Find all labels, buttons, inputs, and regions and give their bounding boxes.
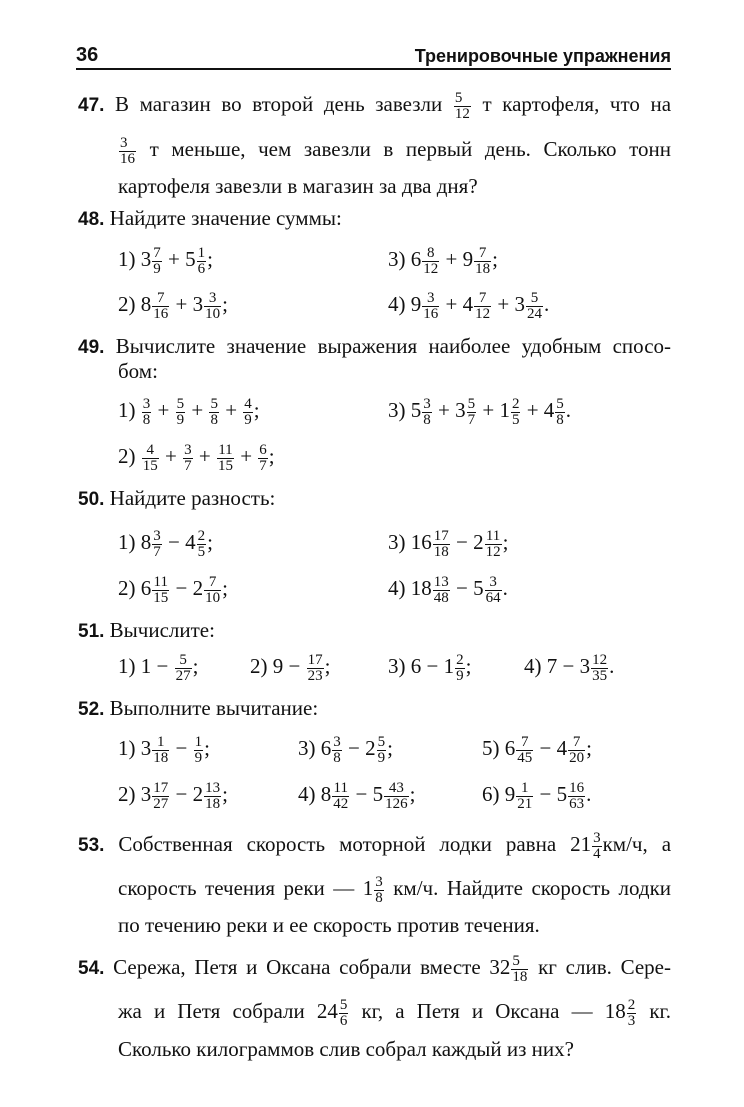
fraction bbox=[591, 653, 608, 684]
denominator: 16 bbox=[423, 305, 439, 322]
denominator: 48 bbox=[433, 589, 449, 606]
fraction bbox=[377, 735, 387, 766]
punctuation: ; bbox=[207, 530, 213, 554]
operator: + bbox=[440, 292, 463, 316]
numerator: 11 bbox=[218, 441, 233, 458]
problem-53-line-1: 53. Собственная скорость моторной лодки равна 21 $\frac{3}{4}$ км/ч, а bbox=[78, 829, 672, 862]
item-label: 1) bbox=[118, 398, 141, 422]
item-label: 5) bbox=[482, 736, 505, 760]
numerator: 2 bbox=[197, 527, 206, 544]
fraction bbox=[197, 529, 207, 560]
numerator: 7 bbox=[153, 244, 161, 261]
operator: + bbox=[170, 292, 193, 316]
item-label: 4) bbox=[388, 576, 411, 600]
problem-54-line-3: Сколько килограммов слив собрал каждый из них? bbox=[118, 1037, 574, 1061]
item-label: 1) bbox=[118, 654, 141, 678]
operator: − bbox=[450, 530, 474, 554]
whole-part: 5 bbox=[185, 247, 196, 271]
denominator: 8 bbox=[556, 411, 564, 428]
operator: − bbox=[151, 654, 174, 678]
whole-part: 4 bbox=[543, 398, 555, 422]
numerator: 5 bbox=[467, 395, 476, 412]
whole-part: 2 bbox=[192, 576, 204, 600]
fraction bbox=[485, 529, 502, 560]
whole-part: 4 bbox=[556, 736, 568, 760]
numerator: 6 bbox=[259, 441, 267, 458]
numerator: 7 bbox=[152, 291, 169, 307]
expression-48-2 bbox=[118, 290, 228, 322]
fraction bbox=[183, 443, 193, 474]
punctuation: ; bbox=[222, 782, 228, 806]
whole-part: 1 bbox=[443, 654, 455, 678]
fraction: $\frac{5}{18}$ bbox=[512, 952, 528, 985]
fraction bbox=[142, 397, 152, 428]
problem-47-line-3: картофеля завезли в магазин за два дня? bbox=[118, 174, 478, 198]
whole-part: 5 bbox=[473, 576, 484, 600]
operator: + bbox=[234, 444, 258, 468]
operator: − bbox=[170, 782, 193, 806]
item-label: 4) bbox=[388, 292, 411, 316]
whole-part: 9 bbox=[504, 782, 516, 806]
expression-50-4 bbox=[388, 574, 508, 606]
numerator: 4 bbox=[142, 443, 159, 459]
numerator: 8 bbox=[422, 246, 439, 262]
operator: + bbox=[159, 444, 183, 468]
numerator: 3 bbox=[204, 291, 221, 307]
whole-part: 8 bbox=[140, 530, 152, 554]
numerator: 16 bbox=[569, 779, 585, 796]
whole-part: 16 bbox=[410, 530, 432, 554]
operator: + bbox=[521, 398, 544, 422]
expression-52-5 bbox=[482, 734, 592, 766]
denominator: 12 bbox=[485, 543, 501, 560]
numerator: 1 bbox=[152, 735, 169, 751]
fraction bbox=[152, 529, 162, 560]
numerator: 3 bbox=[485, 575, 502, 591]
fraction bbox=[152, 735, 169, 766]
numerator: 11 bbox=[333, 779, 348, 796]
problem-48-title: 48. Найдите значение суммы: bbox=[78, 206, 342, 230]
numerator: 11 bbox=[153, 573, 168, 590]
denominator: 16 bbox=[153, 305, 169, 322]
fraction bbox=[433, 575, 450, 606]
fraction bbox=[485, 575, 502, 606]
fraction bbox=[307, 653, 324, 684]
expression-52-1 bbox=[118, 734, 210, 766]
problem-49-line-1: 49. Вычислите значение выражения наиболее удобным спосо- bbox=[78, 334, 672, 358]
number: 9 bbox=[272, 654, 284, 678]
page-number: 36 bbox=[76, 44, 99, 66]
punctuation: ; bbox=[502, 530, 509, 554]
operator: − bbox=[450, 576, 474, 600]
expression-50-2 bbox=[118, 574, 228, 606]
fraction bbox=[204, 291, 221, 322]
fraction: $\frac{3}{4}$ bbox=[593, 829, 601, 862]
fraction bbox=[258, 443, 268, 474]
whole-part: 5 bbox=[556, 782, 568, 806]
denominator: 9 bbox=[377, 749, 386, 766]
expression-49-3 bbox=[388, 396, 571, 428]
whole-part: 6 bbox=[410, 247, 422, 271]
numerator: 5 bbox=[175, 653, 192, 669]
numerator: 7 bbox=[516, 735, 533, 751]
running-title: Тренировочные упражнения bbox=[414, 46, 671, 66]
numerator: 43 bbox=[384, 781, 409, 797]
item-label: 1) bbox=[118, 736, 141, 760]
fraction bbox=[422, 246, 439, 277]
item-label: 2) bbox=[118, 576, 141, 600]
denominator: 18 bbox=[475, 260, 491, 277]
punctuation: ; bbox=[324, 654, 331, 678]
denominator: 45 bbox=[517, 749, 533, 766]
expression-48-4 bbox=[388, 290, 549, 322]
fraction bbox=[243, 397, 253, 428]
operator: − bbox=[350, 782, 373, 806]
fraction: $\frac{2}{3}$ bbox=[627, 996, 636, 1029]
numerator: 4 bbox=[244, 395, 252, 412]
whole-part: 3 bbox=[140, 782, 152, 806]
expression-49-1 bbox=[118, 396, 260, 428]
denominator: 15 bbox=[142, 457, 158, 474]
whole-part: 6 bbox=[320, 736, 332, 760]
denominator: 63 bbox=[569, 795, 585, 812]
operator: + bbox=[162, 247, 186, 271]
expression-51-3 bbox=[388, 652, 471, 684]
denominator: 18 bbox=[433, 543, 449, 560]
numerator: 3 bbox=[423, 395, 431, 412]
number: 7 bbox=[546, 654, 558, 678]
punctuation: . bbox=[502, 576, 508, 600]
fraction bbox=[455, 653, 465, 684]
whole-part: 3 bbox=[455, 398, 466, 422]
whole-part: 4 bbox=[185, 530, 196, 554]
numerator: 7 bbox=[204, 575, 221, 591]
numerator: 11 bbox=[485, 527, 501, 544]
denominator: 10 bbox=[205, 305, 221, 322]
numerator: 3 bbox=[142, 395, 151, 412]
denominator: 9 bbox=[194, 749, 203, 766]
whole-part: 1 bbox=[499, 398, 510, 422]
whole-part: 3 bbox=[579, 654, 591, 678]
expression-51-2 bbox=[250, 652, 330, 684]
whole-part: 3 bbox=[140, 736, 152, 760]
punctuation: ; bbox=[268, 444, 275, 468]
operator: − bbox=[170, 736, 193, 760]
operator: − bbox=[534, 782, 557, 806]
fraction bbox=[384, 781, 409, 812]
fraction: $\frac{3}{16}$ bbox=[120, 134, 135, 167]
punctuation: . bbox=[543, 292, 550, 316]
punctuation: ; bbox=[207, 247, 213, 271]
numerator: 7 bbox=[568, 735, 585, 751]
whole-part: 2 bbox=[192, 782, 204, 806]
operator: + bbox=[186, 398, 209, 422]
whole-part: 5 bbox=[410, 398, 422, 422]
punctuation: . bbox=[609, 654, 615, 678]
operator: − bbox=[170, 576, 193, 600]
denominator: 42 bbox=[333, 795, 349, 812]
numerator: 3 bbox=[333, 733, 341, 750]
denominator: 7 bbox=[259, 457, 267, 474]
denominator: 9 bbox=[153, 260, 161, 277]
fraction bbox=[152, 291, 169, 322]
whole-part: 3 bbox=[192, 292, 204, 316]
expression-48-1 bbox=[118, 245, 213, 277]
fraction bbox=[516, 781, 533, 812]
item-label: 3) bbox=[388, 247, 411, 271]
denominator: 8 bbox=[210, 411, 218, 428]
denominator: 24 bbox=[526, 305, 542, 322]
denominator: 27 bbox=[175, 667, 191, 684]
whole-part: 2 bbox=[365, 736, 376, 760]
whole-part: 6 bbox=[140, 576, 152, 600]
item-label: 4) bbox=[298, 782, 321, 806]
punctuation: ; bbox=[253, 398, 260, 422]
denominator: 9 bbox=[176, 411, 185, 428]
punctuation: ; bbox=[222, 292, 228, 316]
denominator: 7 bbox=[184, 457, 192, 474]
item-label: 3) bbox=[388, 398, 411, 422]
numerator: 3 bbox=[153, 527, 161, 544]
operator: − bbox=[162, 530, 186, 554]
fraction bbox=[209, 397, 219, 428]
whole-part: 9 bbox=[410, 292, 422, 316]
operator: + bbox=[492, 292, 515, 316]
denominator: 7 bbox=[467, 411, 476, 428]
numerator: 5 bbox=[176, 395, 185, 412]
numerator: 5 bbox=[556, 395, 564, 412]
whole-part: 5 bbox=[372, 782, 384, 806]
whole-part: 6 bbox=[504, 736, 516, 760]
fraction bbox=[332, 735, 342, 766]
punctuation: ; bbox=[409, 782, 416, 806]
punctuation: ; bbox=[222, 576, 228, 600]
numerator: 2 bbox=[511, 395, 520, 412]
fraction: $\frac{3}{8}$ bbox=[375, 873, 383, 906]
numerator: 1 bbox=[194, 733, 203, 750]
expression-49-2 bbox=[118, 442, 275, 474]
denominator: 18 bbox=[153, 749, 169, 766]
whole-part: 18 bbox=[410, 576, 432, 600]
operator: − bbox=[557, 654, 580, 678]
problem-49-line-2: бом: bbox=[118, 359, 158, 383]
denominator: 18 bbox=[205, 795, 221, 812]
operator: + bbox=[219, 398, 243, 422]
punctuation: ; bbox=[192, 654, 199, 678]
expression-51-1 bbox=[118, 652, 198, 684]
operator: + bbox=[193, 444, 216, 468]
whole-part: 4 bbox=[462, 292, 474, 316]
fraction bbox=[217, 443, 234, 474]
numerator: 17 bbox=[433, 527, 449, 544]
operator: + bbox=[152, 398, 175, 422]
expression-48-3 bbox=[388, 245, 498, 277]
fraction bbox=[175, 653, 192, 684]
problem-47-line-2: $\frac{3}{16}$ т меньше, чем завезли в первый день. Сколько тонн bbox=[120, 134, 672, 167]
denominator: 5 bbox=[197, 543, 206, 560]
operator: − bbox=[342, 736, 366, 760]
expression-50-1 bbox=[118, 528, 213, 560]
expression-52-6 bbox=[482, 780, 591, 812]
numerator: 7 bbox=[474, 246, 491, 262]
fraction bbox=[516, 735, 533, 766]
fraction bbox=[152, 781, 169, 812]
numerator: 3 bbox=[184, 441, 192, 458]
item-label: 3) bbox=[388, 530, 411, 554]
problem-54-line-1: 54. Сережа, Петя и Оксана собрали вместе 32 $\frac{5}{18}$ кг слив. Сере- bbox=[78, 952, 671, 985]
fraction bbox=[555, 397, 565, 428]
problem-53-line-2: скорость течения реки — 1 $\frac{3}{8}$ км/ч. Найдите скорость лодки bbox=[118, 873, 672, 906]
fraction bbox=[474, 246, 491, 277]
denominator: 35 bbox=[592, 667, 608, 684]
operator: − bbox=[534, 736, 557, 760]
fraction bbox=[204, 781, 221, 812]
numerator: 13 bbox=[433, 573, 449, 590]
denominator: 21 bbox=[517, 795, 533, 812]
punctuation: ; bbox=[387, 736, 393, 760]
denominator: 9 bbox=[244, 411, 252, 428]
fraction bbox=[332, 781, 349, 812]
number: 6 bbox=[410, 654, 422, 678]
fraction bbox=[422, 397, 432, 428]
denominator: 20 bbox=[569, 749, 585, 766]
numerator: 7 bbox=[474, 291, 491, 307]
denominator: 27 bbox=[153, 795, 169, 812]
numerator: 3 bbox=[422, 291, 439, 307]
fraction bbox=[152, 246, 162, 277]
expression-52-2 bbox=[118, 780, 228, 812]
whole-part: 9 bbox=[462, 247, 474, 271]
fraction bbox=[176, 397, 186, 428]
fraction bbox=[526, 291, 543, 322]
fraction bbox=[204, 575, 221, 606]
fraction bbox=[433, 529, 450, 560]
fraction: $\frac{5}{6}$ bbox=[339, 996, 348, 1029]
expression-52-4 bbox=[298, 780, 415, 812]
denominator: 15 bbox=[153, 589, 169, 606]
denominator: 6 bbox=[197, 260, 206, 277]
denominator: 8 bbox=[142, 411, 151, 428]
punctuation: ; bbox=[586, 736, 592, 760]
item-label: 1) bbox=[118, 247, 141, 271]
page-header bbox=[76, 44, 671, 70]
fraction bbox=[197, 246, 207, 277]
denominator: 8 bbox=[333, 749, 341, 766]
numerator: 5 bbox=[377, 733, 386, 750]
number: 1 bbox=[140, 654, 152, 678]
denominator: 12 bbox=[475, 305, 491, 322]
operator: + bbox=[432, 398, 456, 422]
problem-52-title: 52. Выполните вычитание: bbox=[78, 696, 319, 720]
fraction bbox=[194, 735, 204, 766]
problem-50-title: 50. Найдите разность: bbox=[78, 486, 276, 510]
denominator: 8 bbox=[423, 411, 431, 428]
item-label: 3) bbox=[388, 654, 411, 678]
denominator: 7 bbox=[153, 543, 161, 560]
item-label: 2) bbox=[118, 782, 141, 806]
item-label: 2) bbox=[250, 654, 273, 678]
item-label: 1) bbox=[118, 530, 141, 554]
numerator: 5 bbox=[210, 395, 218, 412]
item-label: 3) bbox=[298, 736, 321, 760]
denominator: 5 bbox=[511, 411, 520, 428]
denominator: 12 bbox=[423, 260, 439, 277]
denominator: 9 bbox=[456, 667, 464, 684]
numerator: 1 bbox=[516, 781, 533, 797]
expression-52-3 bbox=[298, 734, 393, 766]
punctuation: . bbox=[586, 782, 592, 806]
expression-51-4 bbox=[524, 652, 614, 684]
numerator: 2 bbox=[456, 651, 464, 668]
fraction bbox=[568, 781, 585, 812]
item-label: 4) bbox=[524, 654, 547, 678]
problem-51-title: 51. Вычислите: bbox=[78, 618, 215, 642]
punctuation: ; bbox=[465, 654, 472, 678]
numerator: 17 bbox=[153, 779, 169, 796]
fraction bbox=[467, 397, 477, 428]
denominator: 10 bbox=[205, 589, 221, 606]
fraction bbox=[511, 397, 521, 428]
operator: − bbox=[421, 654, 444, 678]
expression-50-3 bbox=[388, 528, 508, 560]
whole-part: 8 bbox=[320, 782, 332, 806]
item-label: 2) bbox=[118, 292, 141, 316]
operator: − bbox=[283, 654, 306, 678]
operator: + bbox=[477, 398, 500, 422]
whole-part: 3 bbox=[140, 247, 152, 271]
whole-part: 3 bbox=[514, 292, 525, 316]
numerator: 5 bbox=[526, 291, 543, 307]
denominator: 15 bbox=[217, 457, 233, 474]
fraction: $\frac{5}{12}$ bbox=[454, 89, 470, 122]
punctuation: ; bbox=[492, 247, 498, 271]
punctuation: ; bbox=[204, 736, 210, 760]
numerator: 13 bbox=[205, 779, 221, 796]
denominator: 64 bbox=[485, 589, 501, 606]
numerator: 12 bbox=[592, 651, 608, 668]
problem-54-line-2: жа и Петя собрали 24 $\frac{5}{6}$ кг, а Петя и Оксана — 18 $\frac{2}{3}$ кг. bbox=[118, 996, 672, 1029]
item-label: 6) bbox=[482, 782, 505, 806]
whole-part: 8 bbox=[140, 292, 152, 316]
operator: + bbox=[440, 247, 463, 271]
problem-47-line-1: 47. В магазин во второй день завезли $\frac{5}{12}$ т картофеля, что на bbox=[78, 89, 672, 122]
item-label: 2) bbox=[118, 444, 141, 468]
denominator: 126 bbox=[385, 795, 408, 812]
whole-part: 2 bbox=[473, 530, 484, 554]
fraction bbox=[142, 443, 159, 474]
fraction bbox=[474, 291, 491, 322]
fraction bbox=[568, 735, 585, 766]
numerator: 1 bbox=[197, 244, 206, 261]
fraction bbox=[152, 575, 169, 606]
fraction bbox=[422, 291, 439, 322]
punctuation: . bbox=[565, 398, 572, 422]
problem-53-line-3: по течению реки и ее скорость против течения. bbox=[118, 913, 540, 937]
numerator: 17 bbox=[307, 651, 323, 668]
denominator: 23 bbox=[307, 667, 323, 684]
